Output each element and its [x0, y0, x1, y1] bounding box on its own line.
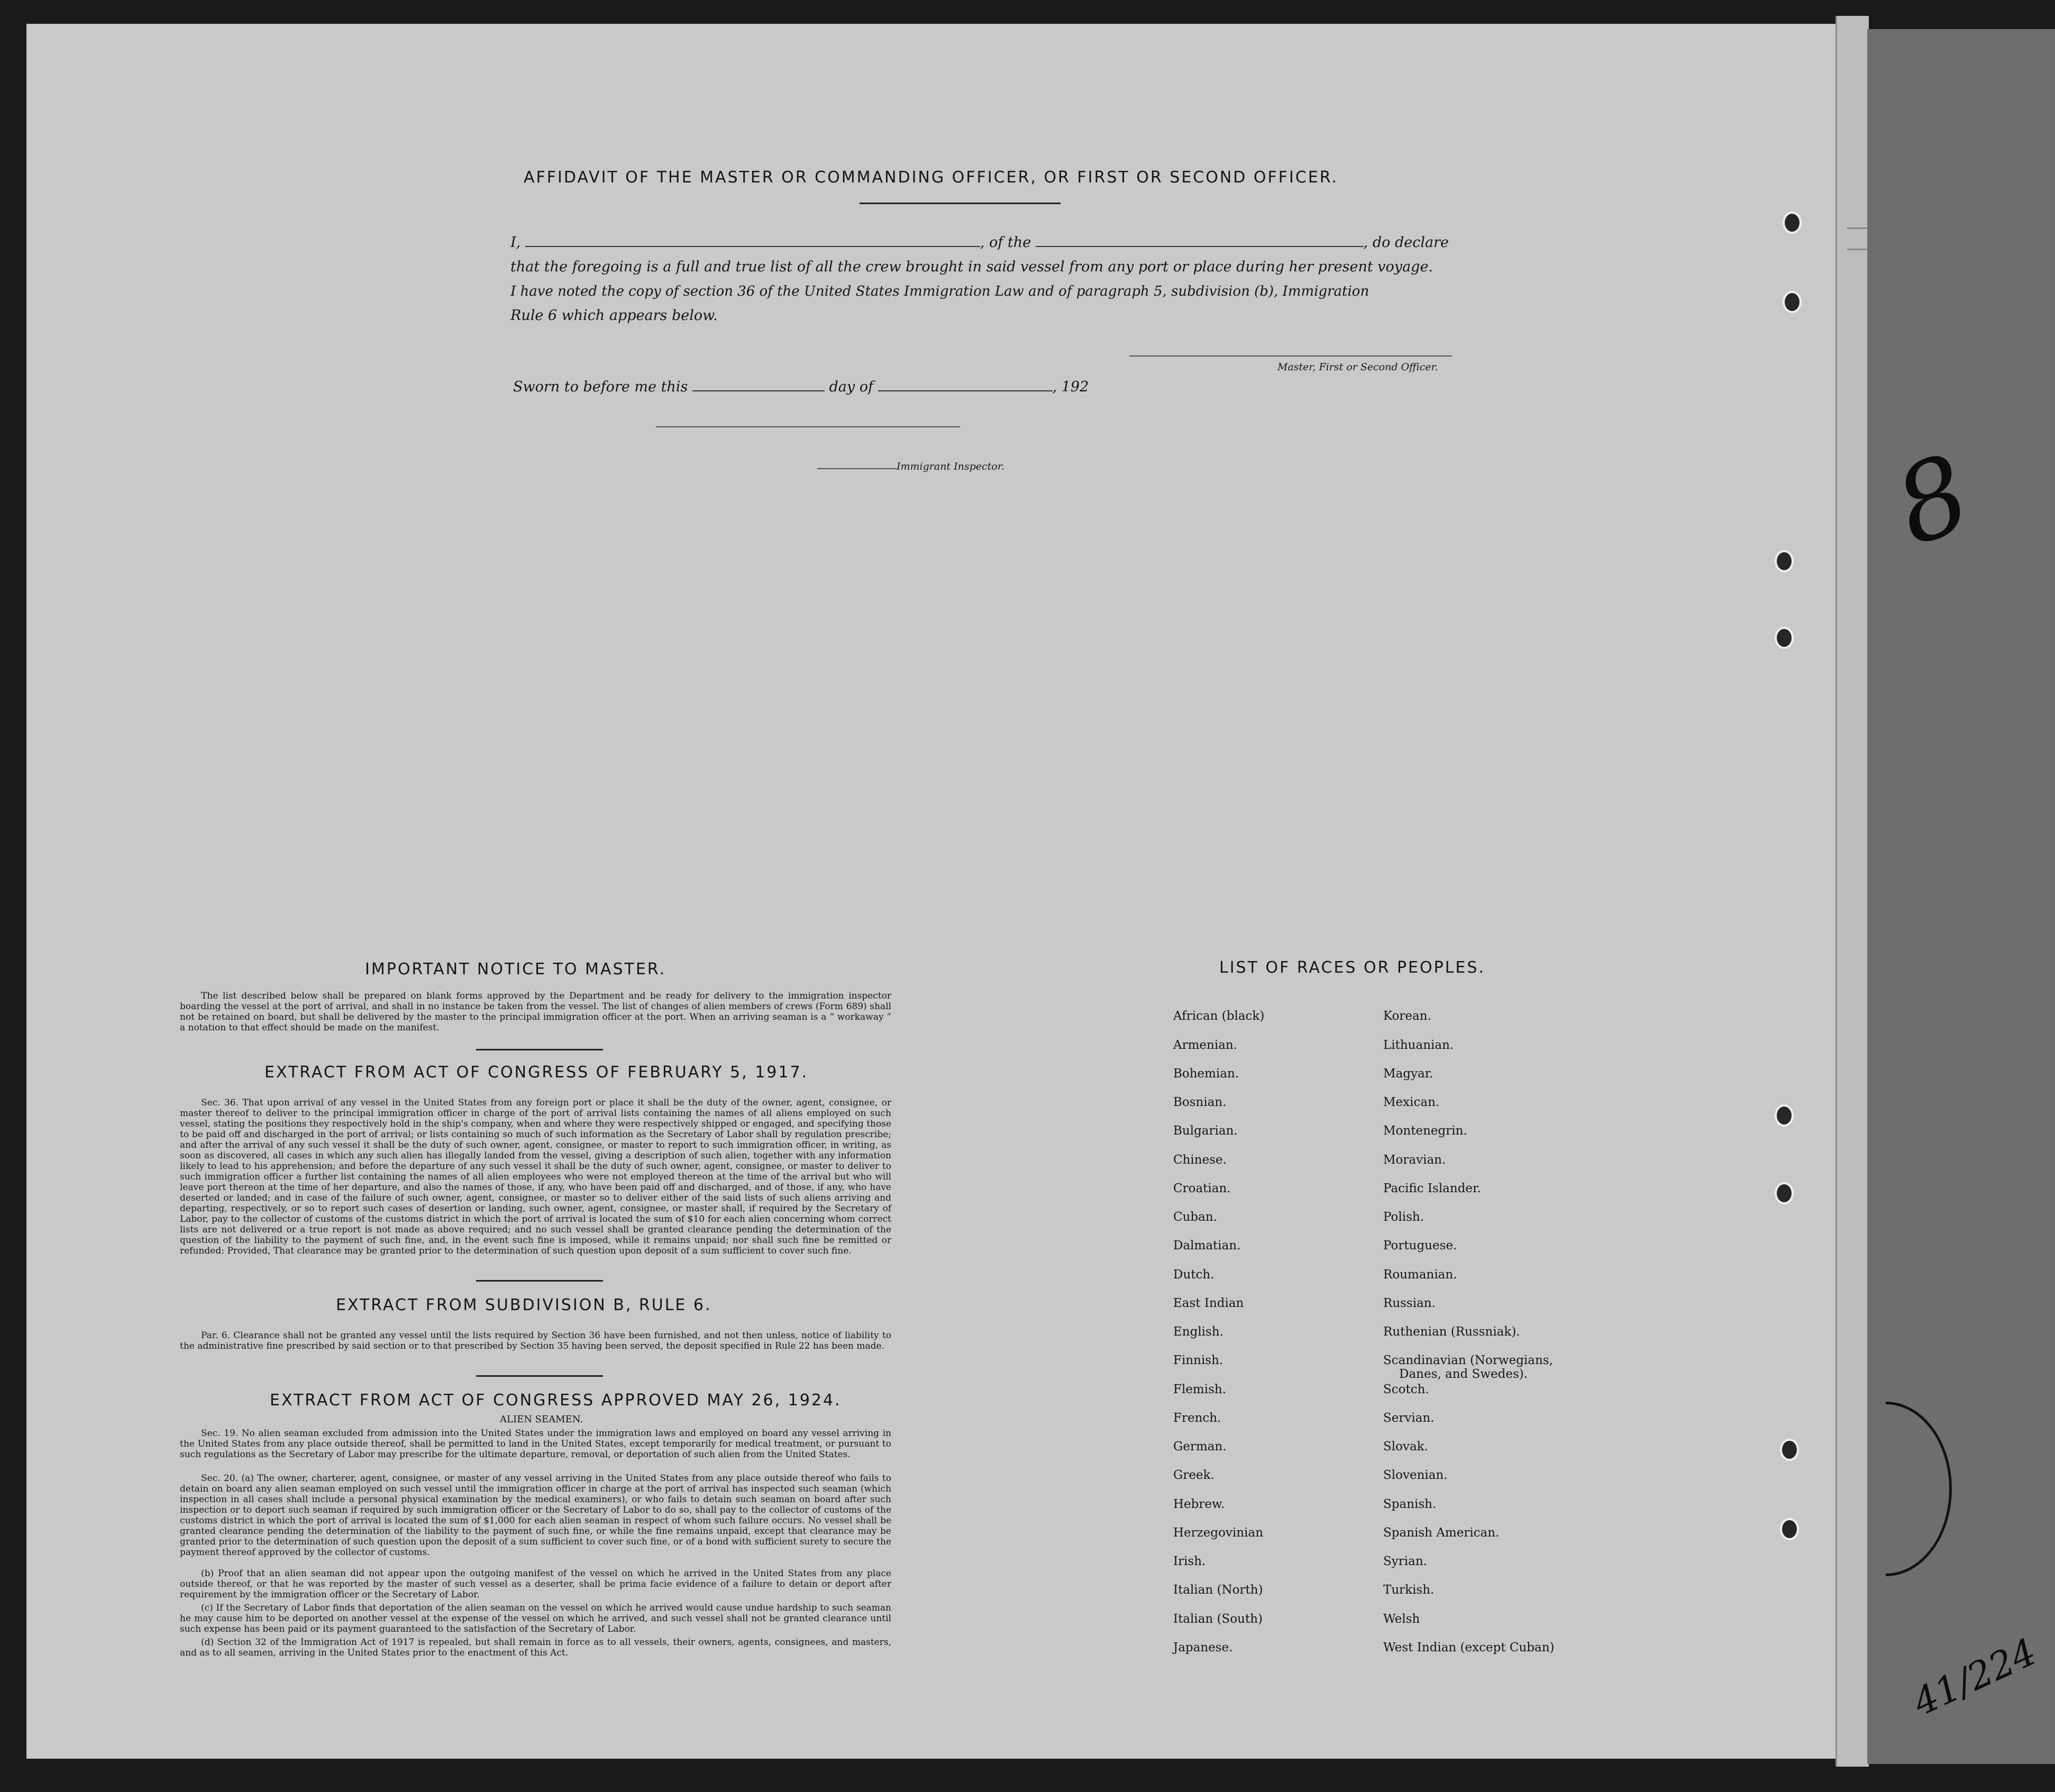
handwritten-page-number: 8 — [1879, 431, 1986, 570]
race-item: Cuban. — [1173, 1210, 1217, 1224]
race-item: Roumanian. — [1383, 1268, 1457, 1282]
extract-1917-text: Sec. 36. That upon arrival of any vessel in the United States from any foreign port or place it shall be the duty of the owner, agent, consignee, or master thereof to deliver to the principal immigration officer in charge of the port of arrival lists containing the names of all aliens employed on such vessel, stating the positions they respectively hold in the ship's company, when and where they were respectively shipped or engaged, and specifying those to be paid off and discharged in the port of arrival; or lists containing so much of such information as the Secretary of Labor shall by regulation prescribe; and after the arrival of any such vessel it shall be the duty of such owner, agent, consignee, or master to report to such immigration officer, in writing, as soon as discovered, all cases in which any such alien has illegally landed from the vessel, giving a description of such alien, together with any information likely to lead to his apprehension; and before the departure of any such vessel it shall be the duty of such owner, agent, consignee, or master to deliver to such immigration officer a further list containing the names of all alien employees who were not employed thereon at the time of the arrival but who will leave port thereon at the time of her departure, and also the names of those, if any, who have been paid off and discharged, and of those, if any, who have deserted or landed; and in case of the failure of such owner, agent, consignee, or master so to deliver either of the said lists of such aliens arriving and departing, respectively, or so to report such cases of desertion or landing, such owner, agent, consignee, or master shall, if required by the Secretary of Labor, pay to the collector of customs of the customs district in which the port of arrival is located the sum of $10 for each alien concerning whom correct lists are not delivered or a true report is not made as above required; and no such vessel shall be granted clearance pending the determination of the question of the liability to the payment of such fine, and, in the event such fine is imposed, while it remains unpaid; nor shall such fine be remitted or refunded: Provided, That clearance may be granted prior to the determination of such question upon deposit of a sum sufficient to cover such fine. — [180, 1098, 891, 1256]
binding-edge — [1835, 16, 1869, 1767]
race-item: Scandinavian (Norwegians, — [1383, 1354, 1553, 1367]
signature-caption: Master, First or Second Officer. — [1277, 361, 1438, 373]
race-item: Pacific Islander. — [1383, 1182, 1481, 1195]
race-item: Bohemian. — [1173, 1067, 1239, 1081]
race-item: French. — [1173, 1411, 1221, 1425]
divider — [476, 1280, 603, 1282]
race-item: Portuguese. — [1383, 1239, 1457, 1252]
race-item: Japanese. — [1173, 1641, 1233, 1654]
race-item: Polish. — [1383, 1210, 1424, 1224]
race-item: Dalmatian. — [1173, 1239, 1241, 1252]
inspector-caption: Immigrant Inspector. — [897, 461, 1004, 472]
race-item: Magyar. — [1383, 1067, 1433, 1081]
inspector-signature-line[interactable] — [656, 426, 960, 427]
sec19-text: Sec. 19. No alien seaman excluded from admission into the United States under the immigration laws and employed on board any vessel arriving in the United States from any place outside thereof, shall be permitted to land in the United States, except temporarily for medical treatment, or pursuant to such regulations as the Secretary of Labor may prescribe for the ultimate departure, removal, or deportation of such alien from the United States. — [180, 1428, 891, 1460]
race-item: Hebrew. — [1173, 1497, 1225, 1511]
race-item: Herzegovinian — [1173, 1526, 1264, 1540]
race-item: Croatian. — [1173, 1182, 1231, 1195]
race-item: East Indian — [1173, 1296, 1244, 1310]
title-underline — [860, 203, 1061, 204]
sec20c-text: (c) If the Secretary of Labor finds that deportation of the alien seaman on the vessel on which he arrived would cause undue hardship to such seaman he may cause him to be deported on another vessel at the expense of the vessel on which he arrived, and such vessel shall not be granted clearance until such expense has been paid or its payment guaranteed to the satisfaction of the Secretary of Labor. — [180, 1603, 891, 1634]
race-item: Moravian. — [1383, 1153, 1446, 1167]
race-item: Greek. — [1173, 1468, 1214, 1482]
race-item: Spanish. — [1383, 1497, 1437, 1511]
binding-hole — [1783, 212, 1802, 234]
race-item: Scotch. — [1383, 1383, 1429, 1396]
extract-1917-title: EXTRACT FROM ACT OF CONGRESS OF FEBRUARY 5, 1917. — [264, 1063, 809, 1082]
race-item: Finnish. — [1173, 1354, 1223, 1367]
divider — [476, 1049, 603, 1050]
race-item: Bosnian. — [1173, 1095, 1227, 1109]
race-item: Mexican. — [1383, 1095, 1440, 1109]
race-item: Irish. — [1173, 1555, 1206, 1568]
race-item: Italian (North) — [1173, 1583, 1263, 1597]
handwritten-corner-mark: 41/224 — [1906, 1630, 2043, 1725]
extract-rule6-title: EXTRACT FROM SUBDIVISION B, RULE 6. — [336, 1296, 712, 1314]
race-item: African (black) — [1173, 1009, 1265, 1023]
notice-title: IMPORTANT NOTICE TO MASTER. — [365, 960, 666, 979]
race-item: Chinese. — [1173, 1153, 1227, 1167]
sworn-line: Sworn to before me this day of , 192 — [513, 379, 1089, 395]
signature-line[interactable] — [1129, 355, 1452, 356]
race-item: Servian. — [1383, 1411, 1435, 1425]
affidavit-line-2: that the foregoing is a full and true list of all the crew brought in said vessel from any port or place during her present voyage. — [510, 259, 1433, 275]
extract-rule6-text: Par. 6. Clearance shall not be granted any vessel until the lists required by Section 36 have been furnished, and not then unless, notice of liability to the administrative fine prescribed by said section or to that prescribed by Section 35 having been served, the deposit specified in Rule 22 has been made. — [180, 1330, 891, 1351]
race-item: Welsh — [1383, 1612, 1420, 1626]
race-item: Spanish American. — [1383, 1526, 1500, 1540]
binding-hole — [1775, 627, 1794, 649]
race-item: Montenegrin. — [1383, 1124, 1467, 1138]
race-item: Slovak. — [1383, 1440, 1428, 1453]
race-item: Danes, and Swedes). — [1399, 1367, 1528, 1381]
binding-hole — [1780, 1518, 1799, 1540]
races-title: LIST OF RACES OR PEOPLES. — [1219, 958, 1485, 977]
race-item: English. — [1173, 1325, 1223, 1339]
race-item: Bulgarian. — [1173, 1124, 1238, 1138]
binding-hole — [1775, 1182, 1794, 1204]
inspector-short-line — [817, 468, 897, 469]
race-item: West Indian (except Cuban) — [1383, 1641, 1555, 1654]
extract-1924-subtitle: ALIEN SEAMEN. — [500, 1414, 583, 1425]
race-item: Lithuanian. — [1383, 1038, 1454, 1052]
binding-hole — [1775, 550, 1794, 572]
binding-hole — [1775, 1104, 1794, 1127]
race-item: Dutch. — [1173, 1268, 1214, 1282]
sec20a-text: Sec. 20. (a) The owner, charterer, agent, consignee, or master of any vessel arriving in the United States from any place outside thereof who fails to detain on board any alien seaman employed on such vessel until the immigration officer in charge at the port of arrival has inspected such seaman (which inspection in all cases shall include a personal physical examination by the medical examiners), or who fails to detain such seaman on board after such inspection or to deport such seaman if required by such immigration officer or the Secretary of Labor to do so, shall pay to the collector of customs of the customs district in which the port of arrival is located the sum of $1,000 for each alien seaman in respect of whom such failure occurs. No vessel shall be granted clearance pending the determination of the liability to the payment of such fine, or while the fine remains unpaid, except that clearance may be granted prior to the determination of such question upon the deposit of a sum sufficient to cover such fine, or of a bond with sufficient surety to secure the payment thereof approved by the collector of customs. — [180, 1473, 891, 1558]
affidavit-line-3: I have noted the copy of section 36 of the United States Immigration Law and of paragraph 5, subdivision (b), Immigration — [510, 284, 1369, 299]
day-blank[interactable] — [692, 379, 825, 391]
race-item: Ruthenian (Russniak). — [1383, 1325, 1520, 1339]
affidavit-line-4: Rule 6 which appears below. — [510, 307, 718, 324]
race-item: Syrian. — [1383, 1555, 1427, 1568]
affidavit-title: AFFIDAVIT OF THE MASTER OR COMMANDING OFFICER, OR FIRST OR SECOND OFFICER. — [524, 168, 1339, 187]
affidavit-line-1: I, , of the , do declare — [510, 231, 1457, 255]
sec20b-text: (b) Proof that an alien seaman did not appear upon the outgoing manifest of the vessel on which he arrived in the United States from any place outside thereof, or that he was reported by the master of such vessel as a deserter, shall be prima facie evidence of a failure to detain or deport after requirement by the immigration officer or the Secretary of Labor. — [180, 1568, 891, 1600]
vessel-blank[interactable] — [1036, 232, 1364, 247]
binding-hole — [1783, 291, 1802, 313]
race-item: Turkish. — [1383, 1583, 1435, 1597]
extract-1924-title: EXTRACT FROM ACT OF CONGRESS APPROVED MAY 26, 1924. — [270, 1391, 842, 1410]
sec20d-text: (d) Section 32 of the Immigration Act of 1917 is repealed, but shall remain in force as to all vessels, their owners, agents, consignees, and masters, and as to all seamen, arriving in the United States prior to the enactment of this Act. — [180, 1637, 891, 1658]
race-item: Flemish. — [1173, 1383, 1227, 1396]
race-item: Armenian. — [1173, 1038, 1238, 1052]
month-blank[interactable] — [878, 379, 1053, 391]
race-item: Russian. — [1383, 1296, 1436, 1310]
notice-text: The list described below shall be prepared on blank forms approved by the Department and be ready for delivery to the immigration inspector boarding the vessel at the port of arrival, and shall in no instance be taken from the vessel. The list of changes of alien members of crews (Form 689) shall not be retained on board, but shall be delivered by the master to the principal immigration officer at the port. When an arriving seaman is a “ workaway ” a notation to that effect should be made on the manifest. — [180, 991, 891, 1033]
race-item: Italian (South) — [1173, 1612, 1263, 1626]
race-item: Slovenian. — [1383, 1468, 1448, 1482]
race-item: Korean. — [1383, 1009, 1431, 1023]
name-blank[interactable] — [525, 232, 980, 247]
binding-hole — [1780, 1439, 1799, 1461]
race-item: German. — [1173, 1440, 1227, 1453]
divider — [476, 1375, 603, 1377]
